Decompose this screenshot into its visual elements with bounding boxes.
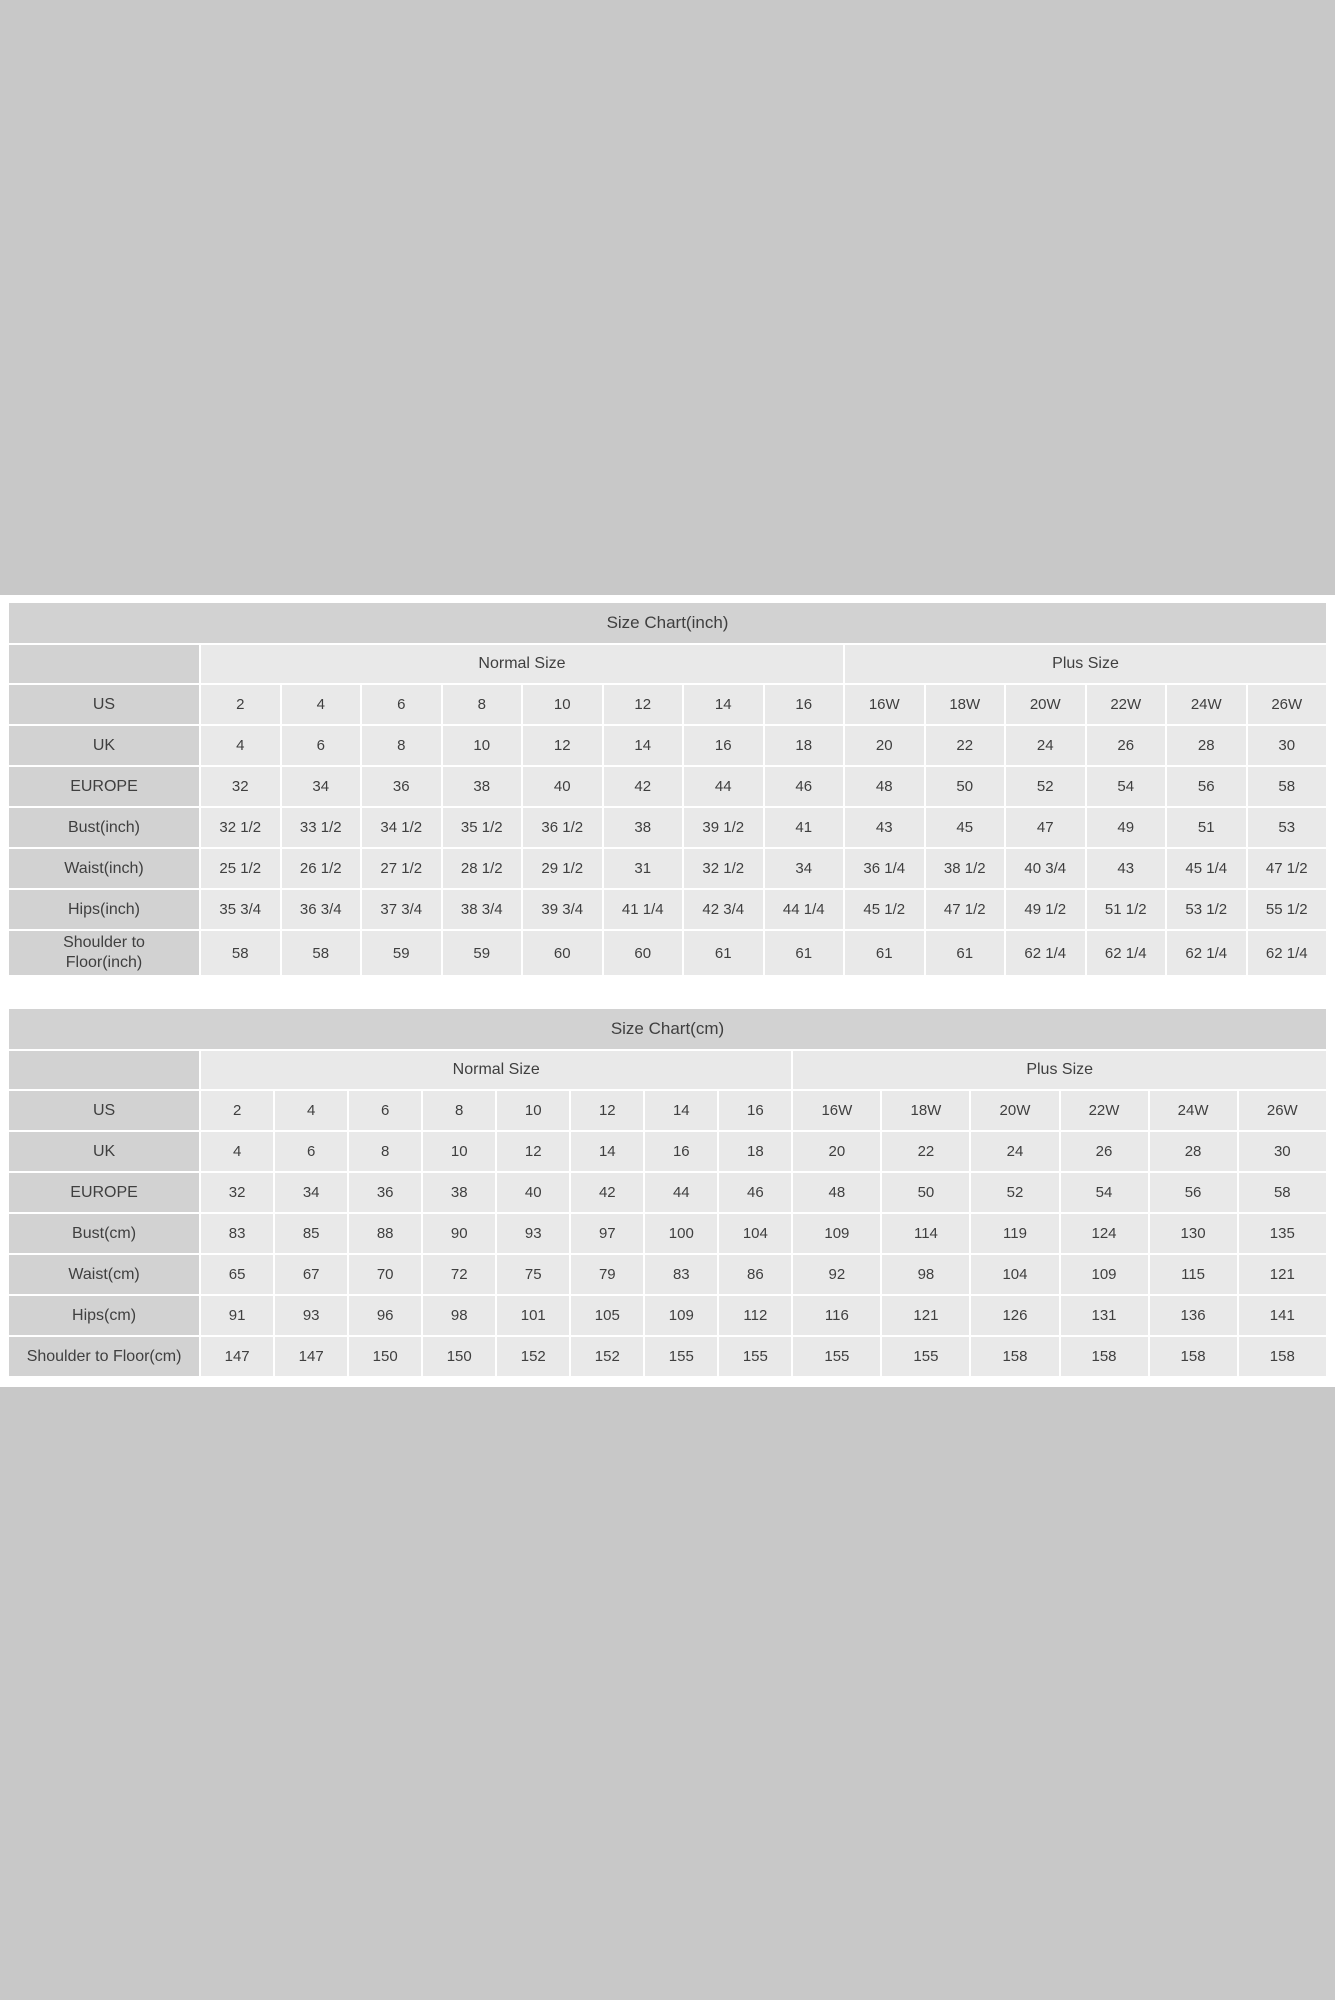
value-cell: 147 bbox=[201, 1337, 273, 1376]
value-cell: 58 bbox=[201, 931, 280, 975]
value-cell: 39 3/4 bbox=[523, 890, 602, 929]
value-cell: 59 bbox=[443, 931, 522, 975]
row-label: Waist(cm) bbox=[9, 1255, 199, 1294]
value-cell: 22W bbox=[1061, 1091, 1148, 1130]
value-cell: 34 1/2 bbox=[362, 808, 441, 847]
value-cell: 62 1/4 bbox=[1248, 931, 1327, 975]
table-title: Size Chart(inch) bbox=[9, 603, 1326, 643]
table-row bbox=[9, 685, 1326, 724]
value-cell: 12 bbox=[604, 685, 683, 724]
table-title-row bbox=[9, 1009, 1326, 1049]
value-cell: 28 bbox=[1150, 1132, 1237, 1171]
table-row bbox=[9, 1296, 1326, 1335]
value-cell: 141 bbox=[1239, 1296, 1326, 1335]
value-cell: 158 bbox=[1061, 1337, 1148, 1376]
value-cell: 50 bbox=[882, 1173, 969, 1212]
table-row bbox=[9, 726, 1326, 765]
section-header: Plus Size bbox=[845, 645, 1326, 683]
value-cell: 36 1/4 bbox=[845, 849, 924, 888]
value-cell: 55 1/2 bbox=[1248, 890, 1327, 929]
value-cell: 150 bbox=[349, 1337, 421, 1376]
value-cell: 98 bbox=[882, 1255, 969, 1294]
section-header: Normal Size bbox=[201, 1051, 791, 1089]
value-cell: 152 bbox=[571, 1337, 643, 1376]
value-cell: 20 bbox=[793, 1132, 880, 1171]
value-cell: 38 bbox=[423, 1173, 495, 1212]
value-cell: 38 bbox=[443, 767, 522, 806]
value-cell: 39 1/2 bbox=[684, 808, 763, 847]
value-cell: 116 bbox=[793, 1296, 880, 1335]
value-cell: 14 bbox=[645, 1091, 717, 1130]
value-cell: 83 bbox=[201, 1214, 273, 1253]
value-cell: 24W bbox=[1150, 1091, 1237, 1130]
value-cell: 6 bbox=[349, 1091, 421, 1130]
value-cell: 26 bbox=[1061, 1132, 1148, 1171]
row-label: US bbox=[9, 685, 199, 724]
value-cell: 4 bbox=[275, 1091, 347, 1130]
value-cell: 40 3/4 bbox=[1006, 849, 1085, 888]
value-cell: 42 bbox=[604, 767, 683, 806]
value-cell: 6 bbox=[362, 685, 441, 724]
value-cell: 97 bbox=[571, 1214, 643, 1253]
value-cell: 10 bbox=[423, 1132, 495, 1171]
section-header-row bbox=[9, 645, 1326, 683]
value-cell: 105 bbox=[571, 1296, 643, 1335]
value-cell: 18W bbox=[882, 1091, 969, 1130]
value-cell: 109 bbox=[793, 1214, 880, 1253]
value-cell: 20 bbox=[845, 726, 924, 765]
value-cell: 44 bbox=[684, 767, 763, 806]
row-label: UK bbox=[9, 726, 199, 765]
value-cell: 29 1/2 bbox=[523, 849, 602, 888]
value-cell: 93 bbox=[497, 1214, 569, 1253]
value-cell: 92 bbox=[793, 1255, 880, 1294]
row-label: Hips(inch) bbox=[9, 890, 199, 929]
value-cell: 28 bbox=[1167, 726, 1246, 765]
value-cell: 54 bbox=[1087, 767, 1166, 806]
table-row bbox=[9, 1337, 1326, 1376]
row-label: Waist(inch) bbox=[9, 849, 199, 888]
row-label: US bbox=[9, 1091, 199, 1130]
table-row bbox=[9, 1173, 1326, 1212]
value-cell: 83 bbox=[645, 1255, 717, 1294]
value-cell: 26 bbox=[1087, 726, 1166, 765]
value-cell: 18W bbox=[926, 685, 1005, 724]
value-cell: 25 1/2 bbox=[201, 849, 280, 888]
value-cell: 38 bbox=[604, 808, 683, 847]
value-cell: 155 bbox=[793, 1337, 880, 1376]
value-cell: 46 bbox=[719, 1173, 791, 1212]
value-cell: 16 bbox=[719, 1091, 791, 1130]
value-cell: 51 1/2 bbox=[1087, 890, 1166, 929]
value-cell: 16 bbox=[684, 726, 763, 765]
value-cell: 56 bbox=[1150, 1173, 1237, 1212]
value-cell: 6 bbox=[275, 1132, 347, 1171]
value-cell: 27 1/2 bbox=[362, 849, 441, 888]
value-cell: 28 1/2 bbox=[443, 849, 522, 888]
value-cell: 104 bbox=[971, 1255, 1058, 1294]
table-title-row bbox=[9, 603, 1326, 643]
value-cell: 20W bbox=[1006, 685, 1085, 724]
table-row bbox=[9, 1132, 1326, 1171]
value-cell: 56 bbox=[1167, 767, 1246, 806]
value-cell: 35 1/2 bbox=[443, 808, 522, 847]
value-cell: 18 bbox=[719, 1132, 791, 1171]
value-cell: 34 bbox=[765, 849, 844, 888]
value-cell: 14 bbox=[604, 726, 683, 765]
value-cell: 52 bbox=[971, 1173, 1058, 1212]
value-cell: 49 bbox=[1087, 808, 1166, 847]
value-cell: 59 bbox=[362, 931, 441, 975]
row-label: UK bbox=[9, 1132, 199, 1171]
value-cell: 43 bbox=[1087, 849, 1166, 888]
value-cell: 48 bbox=[793, 1173, 880, 1212]
value-cell: 96 bbox=[349, 1296, 421, 1335]
value-cell: 65 bbox=[201, 1255, 273, 1294]
value-cell: 158 bbox=[1150, 1337, 1237, 1376]
value-cell: 51 bbox=[1167, 808, 1246, 847]
value-cell: 47 bbox=[1006, 808, 1085, 847]
value-cell: 2 bbox=[201, 685, 280, 724]
row-label: EUROPE bbox=[9, 767, 199, 806]
value-cell: 32 bbox=[201, 1173, 273, 1212]
value-cell: 49 1/2 bbox=[1006, 890, 1085, 929]
value-cell: 24 bbox=[1006, 726, 1085, 765]
value-cell: 18 bbox=[765, 726, 844, 765]
table-row bbox=[9, 849, 1326, 888]
section-header: Normal Size bbox=[201, 645, 843, 683]
size-chart-panel bbox=[0, 595, 1335, 1387]
value-cell: 38 1/2 bbox=[926, 849, 1005, 888]
value-cell: 16W bbox=[793, 1091, 880, 1130]
value-cell: 26 1/2 bbox=[282, 849, 361, 888]
value-cell: 119 bbox=[971, 1214, 1058, 1253]
value-cell: 16W bbox=[845, 685, 924, 724]
value-cell: 90 bbox=[423, 1214, 495, 1253]
value-cell: 34 bbox=[282, 767, 361, 806]
value-cell: 36 3/4 bbox=[282, 890, 361, 929]
value-cell: 121 bbox=[1239, 1255, 1326, 1294]
value-cell: 47 1/2 bbox=[1248, 849, 1327, 888]
value-cell: 14 bbox=[571, 1132, 643, 1171]
value-cell: 22W bbox=[1087, 685, 1166, 724]
value-cell: 32 1/2 bbox=[201, 808, 280, 847]
value-cell: 22 bbox=[926, 726, 1005, 765]
value-cell: 50 bbox=[926, 767, 1005, 806]
value-cell: 36 1/2 bbox=[523, 808, 602, 847]
value-cell: 45 bbox=[926, 808, 1005, 847]
value-cell: 48 bbox=[845, 767, 924, 806]
table-row bbox=[9, 1091, 1326, 1130]
value-cell: 98 bbox=[423, 1296, 495, 1335]
value-cell: 114 bbox=[882, 1214, 969, 1253]
value-cell: 152 bbox=[497, 1337, 569, 1376]
value-cell: 61 bbox=[926, 931, 1005, 975]
value-cell: 88 bbox=[349, 1214, 421, 1253]
value-cell: 75 bbox=[497, 1255, 569, 1294]
value-cell: 8 bbox=[362, 726, 441, 765]
value-cell: 62 1/4 bbox=[1006, 931, 1085, 975]
value-cell: 52 bbox=[1006, 767, 1085, 806]
value-cell: 16 bbox=[765, 685, 844, 724]
value-cell: 104 bbox=[719, 1214, 791, 1253]
value-cell: 8 bbox=[423, 1091, 495, 1130]
value-cell: 36 bbox=[362, 767, 441, 806]
value-cell: 61 bbox=[765, 931, 844, 975]
table-row bbox=[9, 1214, 1326, 1253]
section-header-row bbox=[9, 1051, 1326, 1089]
value-cell: 20W bbox=[971, 1091, 1058, 1130]
corner-cell bbox=[9, 1051, 199, 1089]
value-cell: 37 3/4 bbox=[362, 890, 441, 929]
row-label: Bust(cm) bbox=[9, 1214, 199, 1253]
value-cell: 8 bbox=[443, 685, 522, 724]
value-cell: 40 bbox=[497, 1173, 569, 1212]
value-cell: 16 bbox=[645, 1132, 717, 1171]
value-cell: 53 bbox=[1248, 808, 1327, 847]
value-cell: 10 bbox=[443, 726, 522, 765]
value-cell: 58 bbox=[1239, 1173, 1326, 1212]
table-row bbox=[9, 1255, 1326, 1294]
value-cell: 60 bbox=[604, 931, 683, 975]
value-cell: 4 bbox=[201, 726, 280, 765]
table-row bbox=[9, 931, 1326, 975]
value-cell: 121 bbox=[882, 1296, 969, 1335]
value-cell: 33 1/2 bbox=[282, 808, 361, 847]
value-cell: 58 bbox=[282, 931, 361, 975]
value-cell: 32 1/2 bbox=[684, 849, 763, 888]
value-cell: 47 1/2 bbox=[926, 890, 1005, 929]
row-label: Shoulder to Floor(cm) bbox=[9, 1337, 199, 1376]
table-title: Size Chart(cm) bbox=[9, 1009, 1326, 1049]
table-row bbox=[9, 890, 1326, 929]
value-cell: 31 bbox=[604, 849, 683, 888]
value-cell: 91 bbox=[201, 1296, 273, 1335]
size-chart-cm-table bbox=[7, 1007, 1328, 1378]
row-label: EUROPE bbox=[9, 1173, 199, 1212]
value-cell: 147 bbox=[275, 1337, 347, 1376]
value-cell: 155 bbox=[719, 1337, 791, 1376]
value-cell: 40 bbox=[523, 767, 602, 806]
value-cell: 155 bbox=[645, 1337, 717, 1376]
value-cell: 112 bbox=[719, 1296, 791, 1335]
value-cell: 22 bbox=[882, 1132, 969, 1171]
value-cell: 10 bbox=[523, 685, 602, 724]
value-cell: 109 bbox=[1061, 1255, 1148, 1294]
value-cell: 6 bbox=[282, 726, 361, 765]
value-cell: 12 bbox=[523, 726, 602, 765]
value-cell: 34 bbox=[275, 1173, 347, 1212]
value-cell: 109 bbox=[645, 1296, 717, 1335]
value-cell: 14 bbox=[684, 685, 763, 724]
size-chart-inch-table bbox=[7, 601, 1328, 977]
value-cell: 42 bbox=[571, 1173, 643, 1212]
value-cell: 26W bbox=[1239, 1091, 1326, 1130]
value-cell: 44 1/4 bbox=[765, 890, 844, 929]
value-cell: 2 bbox=[201, 1091, 273, 1130]
value-cell: 61 bbox=[845, 931, 924, 975]
value-cell: 126 bbox=[971, 1296, 1058, 1335]
value-cell: 53 1/2 bbox=[1167, 890, 1246, 929]
value-cell: 42 3/4 bbox=[684, 890, 763, 929]
value-cell: 24 bbox=[971, 1132, 1058, 1171]
value-cell: 8 bbox=[349, 1132, 421, 1171]
value-cell: 54 bbox=[1061, 1173, 1148, 1212]
value-cell: 86 bbox=[719, 1255, 791, 1294]
value-cell: 158 bbox=[1239, 1337, 1326, 1376]
value-cell: 26W bbox=[1248, 685, 1327, 724]
value-cell: 61 bbox=[684, 931, 763, 975]
value-cell: 158 bbox=[971, 1337, 1058, 1376]
row-label: Hips(cm) bbox=[9, 1296, 199, 1335]
value-cell: 115 bbox=[1150, 1255, 1237, 1294]
value-cell: 4 bbox=[201, 1132, 273, 1171]
value-cell: 70 bbox=[349, 1255, 421, 1294]
value-cell: 44 bbox=[645, 1173, 717, 1212]
value-cell: 79 bbox=[571, 1255, 643, 1294]
value-cell: 131 bbox=[1061, 1296, 1148, 1335]
value-cell: 24W bbox=[1167, 685, 1246, 724]
value-cell: 100 bbox=[645, 1214, 717, 1253]
value-cell: 130 bbox=[1150, 1214, 1237, 1253]
value-cell: 124 bbox=[1061, 1214, 1148, 1253]
value-cell: 43 bbox=[845, 808, 924, 847]
value-cell: 45 1/2 bbox=[845, 890, 924, 929]
value-cell: 41 1/4 bbox=[604, 890, 683, 929]
value-cell: 155 bbox=[882, 1337, 969, 1376]
value-cell: 38 3/4 bbox=[443, 890, 522, 929]
value-cell: 72 bbox=[423, 1255, 495, 1294]
value-cell: 85 bbox=[275, 1214, 347, 1253]
table-row bbox=[9, 808, 1326, 847]
row-label: Bust(inch) bbox=[9, 808, 199, 847]
corner-cell bbox=[9, 645, 199, 683]
value-cell: 10 bbox=[497, 1091, 569, 1130]
value-cell: 12 bbox=[497, 1132, 569, 1171]
value-cell: 62 1/4 bbox=[1087, 931, 1166, 975]
value-cell: 101 bbox=[497, 1296, 569, 1335]
value-cell: 4 bbox=[282, 685, 361, 724]
value-cell: 41 bbox=[765, 808, 844, 847]
value-cell: 60 bbox=[523, 931, 602, 975]
section-header: Plus Size bbox=[793, 1051, 1326, 1089]
value-cell: 30 bbox=[1239, 1132, 1326, 1171]
value-cell: 45 1/4 bbox=[1167, 849, 1246, 888]
value-cell: 62 1/4 bbox=[1167, 931, 1246, 975]
value-cell: 58 bbox=[1248, 767, 1327, 806]
value-cell: 136 bbox=[1150, 1296, 1237, 1335]
value-cell: 35 3/4 bbox=[201, 890, 280, 929]
value-cell: 12 bbox=[571, 1091, 643, 1130]
value-cell: 46 bbox=[765, 767, 844, 806]
value-cell: 150 bbox=[423, 1337, 495, 1376]
value-cell: 67 bbox=[275, 1255, 347, 1294]
table-row bbox=[9, 767, 1326, 806]
value-cell: 30 bbox=[1248, 726, 1327, 765]
value-cell: 36 bbox=[349, 1173, 421, 1212]
row-label: Shoulder to Floor(inch) bbox=[9, 931, 199, 975]
value-cell: 135 bbox=[1239, 1214, 1326, 1253]
value-cell: 93 bbox=[275, 1296, 347, 1335]
value-cell: 32 bbox=[201, 767, 280, 806]
